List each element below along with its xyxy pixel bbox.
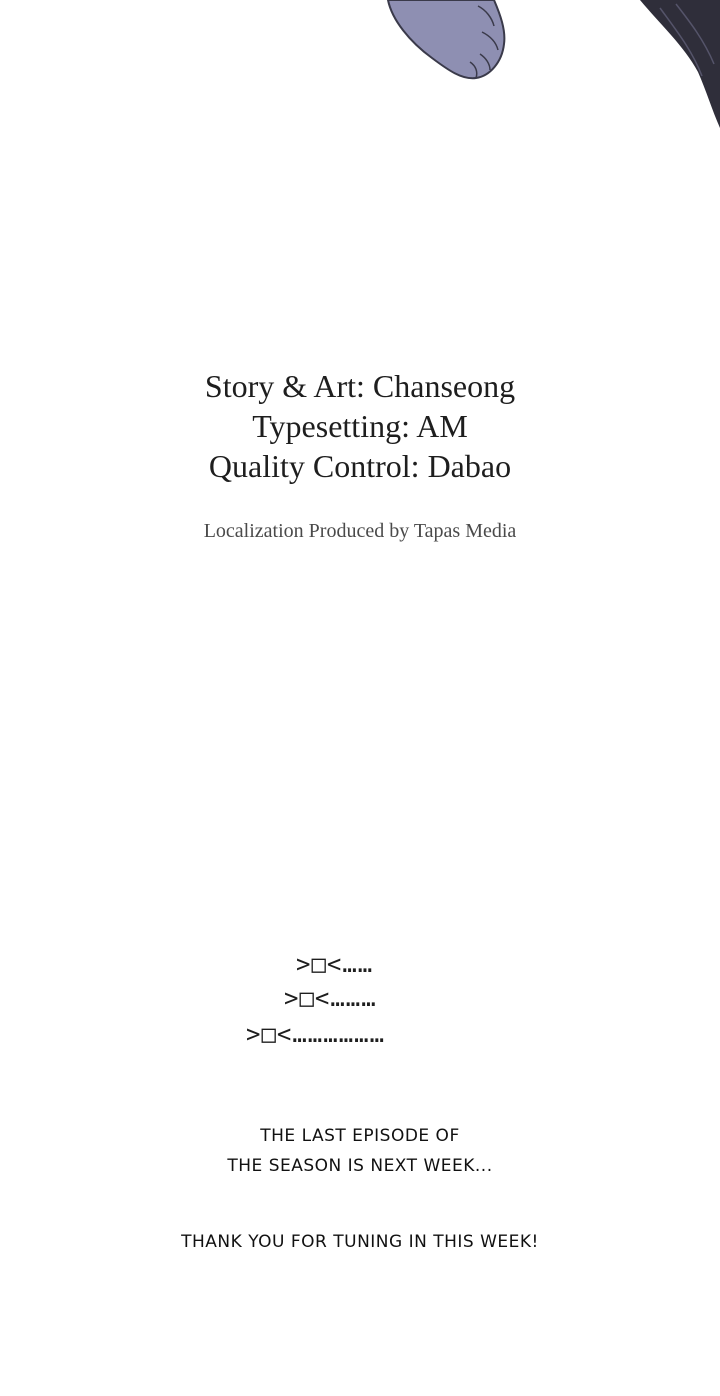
note-line-1: THE LAST EPISODE OF [260, 1126, 460, 1146]
localization-credit: Localization Produced by Tapas Media [203, 520, 517, 542]
note-line-2: THE SEASON IS NEXT WEEK... [227, 1156, 493, 1176]
credits-block [0, 366, 720, 486]
emoticon-line-3: >□<……………… [246, 1020, 386, 1048]
dark-cloth-illustration [640, 0, 720, 128]
credit-typesetting: Typesetting: AM [252, 408, 468, 444]
foot-illustration [388, 0, 504, 78]
emoticon-line-2: >□<……… [284, 984, 377, 1012]
emoticon-line-1: >□<…… [296, 950, 374, 978]
comic-art-fragment [0, 0, 720, 140]
credit-quality-control: Quality Control: Dabao [208, 448, 512, 484]
credit-story-art: Story & Art: Chanseong [204, 368, 516, 404]
thanks-message: THANK YOU FOR TUNING IN THIS WEEK! [181, 1232, 539, 1252]
